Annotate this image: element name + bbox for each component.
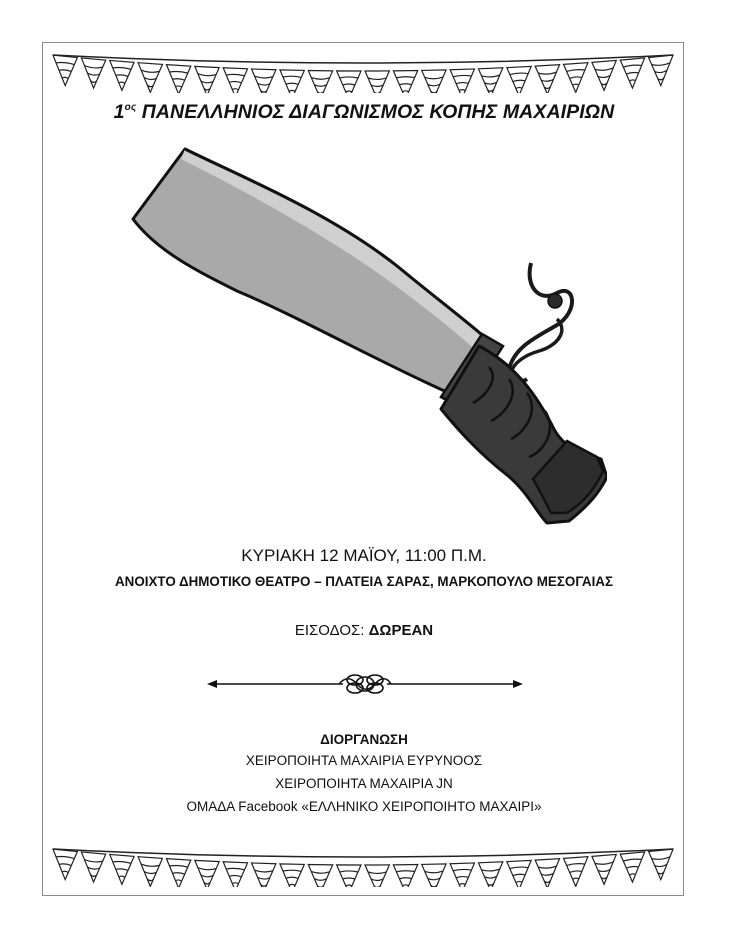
bunting-flag [195, 860, 219, 887]
bunting-flag [393, 865, 417, 887]
bunting-flag-pattern [459, 90, 465, 91]
bunting-flag-pattern [488, 884, 494, 886]
bunting-flag-pattern [226, 74, 244, 75]
bunting-flag-pattern [425, 871, 443, 873]
bunting-flag-pattern [431, 91, 437, 93]
bunting-flag-pattern [371, 85, 383, 87]
bunting-flag-pattern [201, 81, 213, 83]
bunting-flag-pattern [147, 879, 153, 881]
bunting-flag-pattern [544, 881, 550, 883]
bunting-flag-pattern [399, 84, 411, 85]
bunting-flag [337, 865, 361, 887]
bunting-flag-pattern [396, 871, 414, 872]
bunting-flag [592, 854, 616, 884]
bunting-flag-pattern [482, 75, 500, 77]
bunting-flag-pattern [629, 80, 635, 81]
bunting-flag-pattern [289, 90, 295, 91]
bunting-flag-pattern [62, 871, 68, 872]
bunting-flag-pattern [340, 871, 358, 872]
bunting-flag [507, 66, 531, 93]
bunting-flag [280, 864, 304, 887]
bunting-flag-pattern [141, 864, 159, 866]
bunting-flag-pattern [541, 79, 553, 81]
event-entry: ΕΙΣΟΔΟΣ: ΔΩΡΕΑΝ [294, 622, 434, 639]
bunting-flag-pattern [343, 84, 355, 85]
bunting-flag [592, 60, 616, 90]
bunting-flag-pattern [286, 877, 298, 878]
bunting-flag-pattern [173, 873, 185, 874]
bunting-flag-pattern [453, 75, 471, 76]
bunting-flag-pattern [538, 866, 556, 868]
bunting-flag-pattern [513, 874, 525, 875]
bunting-flag-pattern [141, 70, 159, 72]
bunting-flag-pattern [173, 79, 185, 80]
organizer-2: ΧΕΙΡΟΠΟΙΗΤΑ ΜΑΧΑΙΡΙΑ JN [275, 776, 453, 791]
bunting-flag-pattern [623, 859, 641, 861]
poster [42, 42, 684, 896]
event-venue: ΑΝΟΙΧΤΟ ΔΗΜΟΤΙΚΟ ΘΕΑΤΡΟ – ΠΛΑΤΕΙΑ ΣΑΡΑΣ, ΜΑΡΚΟΠΟΥΛΟ ΜΕΣΟΓΑΙΑΣ [114, 574, 614, 589]
bunting-flag-pattern [56, 62, 74, 64]
bunting-flag-pattern [598, 75, 610, 77]
bunting-flag-pattern [91, 81, 97, 83]
bunting-flag-pattern [198, 868, 216, 870]
bunting-flag-pattern [317, 886, 323, 887]
bunting-flag-pattern [144, 872, 156, 874]
bunting-flag-pattern [258, 83, 270, 85]
bunting-flag [138, 63, 162, 93]
bunting-flag-pattern [456, 877, 468, 878]
bunting-flag [422, 70, 446, 93]
bunting-flag-pattern [652, 857, 670, 860]
bunting-flag-pattern [340, 77, 358, 78]
organizer-3: ΟΜΑΔΑ Facebook «ΕΛΛΗΝΙΚΟ ΧΕΙΡΟΠΟΙΗΤΟ ΜΑΧΑΙΡΙ» [186, 799, 542, 814]
bunting-flag-pattern [399, 878, 411, 879]
bunting-flag [422, 864, 446, 887]
bunting-flag-pattern [396, 77, 414, 78]
bunting-flag-pattern [371, 879, 383, 881]
event-date: ΚΥΡΙΑΚΗ 12 ΜΑΪΟΥ, 11:00 Π.Μ. [241, 546, 487, 565]
bunting-flag-pattern [198, 74, 216, 76]
bunting-flag-pattern [59, 864, 71, 866]
bunting-flag-pattern [283, 870, 301, 871]
bunting-flag-pattern [403, 91, 409, 92]
bunting-top-icon [51, 49, 675, 93]
bunting-flag-pattern [567, 864, 585, 866]
bunting-flag [81, 852, 105, 882]
bunting-flag-pattern [204, 88, 210, 90]
bunting-flag-pattern [595, 862, 613, 864]
bunting-flag [478, 862, 502, 887]
bunting-flag-pattern [601, 83, 607, 85]
bunting-flag-pattern [91, 875, 97, 877]
bunting-flag-pattern [170, 865, 188, 867]
bunting-flag-pattern [655, 70, 667, 72]
bunting-flag-pattern [573, 84, 579, 85]
bunting-flag-pattern [485, 876, 497, 878]
bunting-flag-pattern [314, 879, 326, 881]
bunting-flag-pattern [595, 68, 613, 70]
bunting-flag-pattern [119, 876, 125, 877]
bunting-flag-pattern [658, 872, 664, 874]
bunting-flag [195, 66, 219, 93]
bunting-flag-pattern [510, 867, 528, 869]
organizer-1: ΧΕΙΡΟΠΟΙΗΤΑ ΜΑΧΑΙΡΙΑ ΕΥΡΥΝΟΟΣ [245, 753, 483, 768]
bunting-flag-pattern [255, 76, 273, 78]
bunting-flag-pattern [232, 883, 238, 884]
bunting-flag-pattern [258, 877, 270, 879]
bunting-flag-pattern [425, 77, 443, 79]
bunting-flag-pattern [226, 868, 244, 869]
bunting-flag-pattern [229, 876, 241, 877]
bunting-flag-pattern [170, 71, 188, 73]
bunting-bottom-icon [51, 843, 675, 887]
bunting-flag [138, 857, 162, 887]
bunting-flag-pattern [84, 66, 102, 68]
bunting-flag-pattern [510, 73, 528, 75]
bunting-flag-pattern [311, 872, 329, 874]
bunting-flag-pattern [368, 78, 386, 80]
bunting-flag [308, 71, 332, 93]
bunting-flag-pattern [56, 856, 74, 858]
organizers-heading: ΔΙΟΡΓΑΝΩΣΗ [320, 732, 408, 747]
bunting-flag-pattern [261, 91, 267, 93]
ornament-divider-icon [205, 669, 525, 699]
bunting-flag-pattern [346, 91, 352, 92]
bunting-flag-pattern [655, 864, 667, 866]
bunting-flag-pattern [289, 884, 295, 885]
bunting-flag-pattern [428, 878, 440, 880]
bunting-flag-pattern [573, 878, 579, 879]
poster-title: $1^{o\varsigma}$ ΠΑΝΕΛΛΗΝΙΟΣ ΔΙΑΓΩΝΙΣΜΟΣ ΚΟΠΗΣ ΜΑΧΑΙΡΙΩΝ [113, 101, 615, 123]
bunting-flag-pattern [119, 82, 125, 83]
bunting-flag-pattern [601, 877, 607, 879]
bunting-flag-pattern [374, 886, 380, 887]
bunting-flag-pattern [232, 89, 238, 90]
bunting-flag-pattern [541, 873, 553, 875]
bunting-flag-pattern [255, 870, 273, 872]
bunting-flag-pattern [456, 83, 468, 84]
bunting-flag [252, 69, 276, 93]
bunting-flag-pattern [570, 77, 582, 78]
bunting-flag [252, 863, 276, 887]
bunting-flag-pattern [513, 80, 525, 81]
bunting-flag-pattern [204, 882, 210, 884]
bunting-flag [507, 860, 531, 887]
bunting-flag-pattern [431, 885, 437, 887]
bunting-flag-pattern [570, 871, 582, 872]
bunting-flag-pattern [314, 85, 326, 87]
bunting-flag [365, 71, 389, 93]
bunting-flag-pattern [229, 82, 241, 83]
bunting-flag-pattern [317, 92, 323, 93]
bunting-flag-pattern [598, 869, 610, 871]
bunting-flag-pattern [626, 867, 638, 869]
bunting-flag-pattern [261, 885, 267, 887]
bunting-flag-pattern [544, 87, 550, 89]
bunting-flag [337, 71, 361, 93]
bunting-flag [280, 70, 304, 93]
bunting-flag [478, 68, 502, 93]
bunting-flag-pattern [311, 78, 329, 80]
bunting-flag-pattern [283, 76, 301, 77]
bunting-flag-pattern [368, 872, 386, 874]
bunting-flag [308, 865, 332, 887]
bunting-flag-pattern [87, 73, 99, 75]
bunting-flag-pattern [147, 85, 153, 87]
bunting-flag-pattern [626, 73, 638, 75]
bunting-flag [81, 58, 105, 88]
bunting-flag-pattern [453, 869, 471, 870]
bunting-flag-pattern [113, 68, 131, 70]
bunting-flag-pattern [116, 869, 128, 871]
bunting-flag-pattern [488, 90, 494, 92]
bunting-flag-pattern [403, 885, 409, 886]
bunting-flag [365, 865, 389, 887]
bunting-flag-pattern [144, 78, 156, 80]
bunting-flag-pattern [485, 82, 497, 84]
bunting-flag-pattern [176, 880, 182, 881]
bunting-flag-pattern [459, 884, 465, 885]
bunting-flag-pattern [346, 885, 352, 886]
bunting-flag-pattern [286, 83, 298, 84]
bunting-flag-pattern [176, 86, 182, 87]
bunting-flag-pattern [59, 70, 71, 72]
bunting-flag-pattern [538, 72, 556, 74]
bunting-flag [393, 71, 417, 93]
machete-icon [127, 141, 607, 531]
bunting-flag-pattern [658, 78, 664, 80]
bunting-flag [649, 55, 673, 85]
bunting-flag-pattern [374, 92, 380, 93]
bunting-flag-pattern [482, 869, 500, 871]
bunting-flag-pattern [428, 84, 440, 86]
bunting-flag-pattern [87, 867, 99, 869]
bunting-flag-pattern [113, 862, 131, 864]
bunting-flag-pattern [201, 875, 213, 877]
bunting-flag [649, 849, 673, 879]
bunting-flag-pattern [629, 874, 635, 875]
bunting-flag-pattern [567, 70, 585, 72]
bunting-flag-pattern [652, 63, 670, 66]
bunting-flag-pattern [116, 75, 128, 77]
bunting-flag-pattern [62, 77, 68, 78]
bunting-flag-pattern [516, 881, 522, 882]
bunting-flag-pattern [623, 65, 641, 67]
bunting-flag-pattern [84, 860, 102, 862]
bunting-flag-pattern [516, 87, 522, 88]
bunting-flag-pattern [343, 878, 355, 879]
